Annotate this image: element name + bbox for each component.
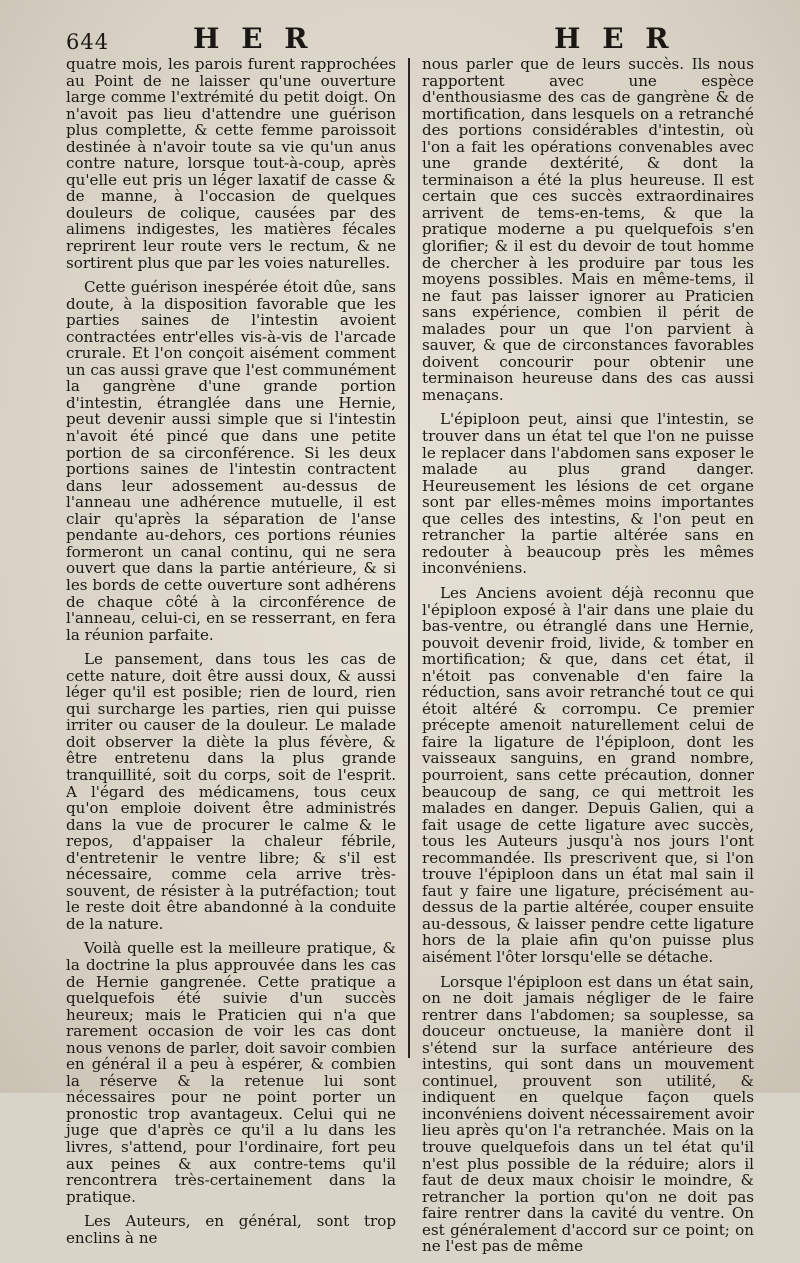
running-head-left: H E R	[193, 22, 314, 55]
paragraph: Cette guérison inespérée étoit dûe, sans doute, à la disposition favorable que les parties saines de l'intestin avoient contractées entr'elles vis-à-vis de l'arcade crurale. Et l'on conçoit aisément comment un cas aussi grave que l'est communément la gangrène d'une grande portion d'intestin, étranglée dans une Hernie, peut devenir aussi simple que si l'intestin n'avoit été pincé que dans une petite portion de sa circonférence. Si les deux portions saines de l'intestin contractent dans leur adossement au-dessus de l'anneau une adhérence mutuelle, il est clair qu'après la séparation de l'anse pendante au-dehors, ces portions réunies formeront un canal continu, qui ne sera ouvert que dans la partie antérieure, & si les bords de cette ouverture sont adhérens de chaque côté à la circonférence de l'anneau, celui-ci, en se resserrant, en fera la réunion parfaite.	[66, 278, 396, 644]
paragraph: nous parler que de leurs succès. Ils nous rapportent avec une espèce d'enthousiasme des cas de gangrène & de mortification, dans lesquels on a retranché des portions considérables d'intestin, où l'on a fait les opérations convenables avec une grande dextérité, & dont la terminaison a été la plus heureuse. Il est certain que ces succès extraordinaires arrivent de tems-en-tems, & que la pratique moderne a pu quelquefois s'en glorifier; & il est du devoir de tout homme de chercher à les produire par tous les moyens possibles. Mais en même-tems, il ne faut pas laisser ignorer au Praticien sans expérience, combien il périt de malades pour un que l'on parvient à sauver, & que de circonstances favorables doivent concourir pour obtenir une terminaison heureuse dans des cas aussi menaçans.	[422, 55, 754, 404]
running-head-right: H E R	[554, 22, 675, 55]
right-column	[422, 56, 754, 1263]
left-column	[66, 56, 396, 1254]
paragraph: Les Anciens avoient déjà reconnu que l'épiploon exposé à l'air dans une plaie du bas-ventre, ou étranglé dans une Hernie, pouvoit devenir froid, livide, & tomber en mortification; & que, dans cet état, il n'étoit pas convenable d'en faire la réduction, sans avoir retranché tout ce qui étoit altéré & corrompu. Ce premier précepte amenoit naturellement celui de faire la ligature de l'épiploon, dont les vaisseaux sanguins, en grand nombre, pourroient, sans cette précaution, donner beaucoup de sang, ce qui mettroit les malades en danger. Depuis Galien, qui a fait usage de cette ligature avec succès, tous les Auteurs jusqu'à nos jours l'ont recommandée. Ils prescrivent que, si l'on trouve l'épiploon dans un état mal sain il faut y faire une ligature, précisément au-dessus de la partie altérée, couper ensuite au-dessous, & laisser pendre cette ligature hors de la plaie afin qu'on puisse plus aisément l'ôter lorsqu'elle se détache.	[422, 583, 754, 966]
paragraph: Voilà quelle est la meilleure pratique, & la doctrine la plus approuvée dans les cas de Hernie gangrenée. Cette pratique a quelquefois été suivie d'un succès heureux; mais le Praticien qui n'a que rarement occasion de voir les cas dont nous venons de parler, doit savoir combien en général il a peu à espérer, & combien la réserve & la retenue lui sont nécessaires pour ne point porter un pronostic trop avantageux. Celui qui ne juge que d'après ce qu'il a lu dans les livres, s'attend, pour l'ordinaire, fort peu aux peines & aux contre-tems qu'il rencontrera très-certainement dans la pratique.	[66, 939, 396, 1206]
paragraph: Lorsque l'épiploon est dans un état sain, on ne doit jamais négliger de le faire rentrer dans l'abdomen; sa souplesse, sa douceur onctueuse, la manière dont il s'étend sur la surface antérieure des intestins, qui sont dans un mouvement continuel, prouvent son utilité, & indiquent en quelque façon quels inconvéniens doivent nécessairement avoir lieu après qu'on l'a retranchée. Mais on la trouve quelquefois dans un tel état qu'il n'est plus possible de la réduire; alors il faut de deux maux choisir le moindre, & retrancher la portion qu'on ne doit pas faire rentrer dans la cavité du ventre. On est généralement d'accord sur ce point; on ne l'est pas de même	[422, 972, 754, 1256]
page-number: 644	[66, 30, 110, 54]
paragraph: Le pansement, dans tous les cas de cette nature, doit être aussi doux, & aussi léger qu'il est posible; rien de lourd, rien qui surcharge les parties, rien qui puisse irriter ou causer de la douleur. Le malade doit observer la diète la plus févère, & être entretenu dans la plus grande tranquillité, soit du corps, soit de l'esprit. A l'égard des médicamens, tous ceux qu'on emploie doivent être administrés dans la vue de procurer le calme & le repos, d'appaiser la chaleur fébrile, d'entretenir le ventre libre; & s'il est nécessaire, comme cela arrive très-souvent, de résister à la putréfaction; tout le reste doit être abandonné à la conduite de la nature.	[66, 650, 396, 933]
column-divider	[408, 58, 410, 1058]
paragraph: L'épiploon peut, ainsi que l'intestin, se trouver dans un état tel que l'on ne puisse le replacer dans l'abdomen sans exposer le malade au plus grand danger. Heureusement les lésions de cet organe sont par elles-mêmes moins importantes que celles des intestins, & l'on peut en retrancher la partie altérée sans en redouter à beaucoup près les mêmes inconvéniens.	[422, 410, 754, 578]
paragraph: Les Auteurs, en général, sont trop enclins à ne	[66, 1212, 396, 1247]
paragraph: quatre mois, les parois furent rapprochées au Point de ne laisser qu'une ouverture large comme l'extrémité du petit doigt. On n'avoit pas lieu d'attendre une guérison plus complette, & cette femme paroissoit destinée à n'avoir toute sa vie qu'un anus contre nature, lorsque tout-à-coup, après qu'elle eut pris un léger laxatif de casse & de manne, à l'occasion de quelques douleurs de colique, causées par des alimens indigestes, les matières fécales reprirent leur route vers le rectum, & ne sortirent plus que par les voies naturelles.	[66, 55, 396, 272]
